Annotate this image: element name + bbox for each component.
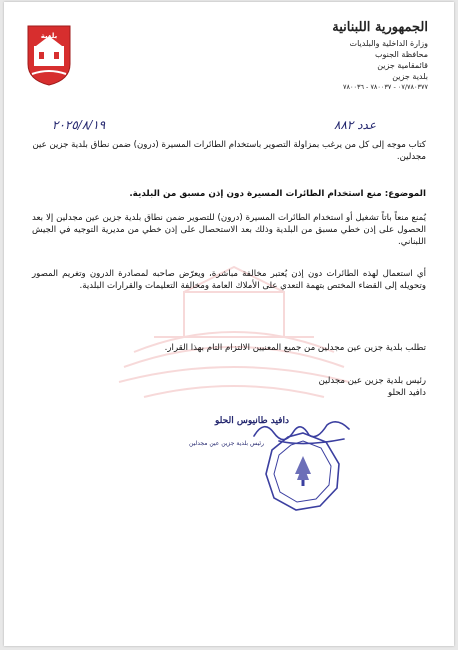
logo-text: بلدية جزين	[39, 32, 59, 48]
letterhead	[278, 20, 428, 93]
ministry-line: وزارة الداخلية والبلديات	[349, 39, 428, 48]
body-paragraph-3: تطلب بلدية جزين عين مجدلين من جميع المعنيين الالتزام التام بهذا القرار.	[164, 343, 426, 353]
governorate-line: محافظة الجنوب	[374, 50, 428, 59]
district-line: قائمقامية جزين	[377, 61, 428, 70]
signoff-block	[32, 375, 426, 399]
intro-paragraph: كتاب موجه إلى كل من يرغب بمزاولة التصوير باستخدام الطائرات المسيرة (درون) ضمن نطاق بلدية جزين عين مجدلين.	[32, 140, 426, 162]
signoff-name: دافيد الحلو	[388, 388, 426, 398]
municipality-line: بلدية جزين	[392, 72, 428, 81]
reference-date: ٢٠٢٥/٨/١٩	[52, 118, 106, 132]
republic-title: الجمهورية اللبنانية	[332, 20, 428, 35]
subject-line: الموضوع: منع استخدام الطائرات المسيرة دون إذن مسبق من البلدية.	[129, 189, 426, 199]
body-paragraph-2: أي استعمال لهذه الطائرات دون إذن يُعتبر مخالفة مباشرة، ويعرّض صاحبه لمصادرة الدرون وتغريم المصور وتحويله إلى القضاء المختص بتهمة التعدي على الأملاك العامة ومخالفة التعليمات والقرارات البلدية.	[32, 269, 426, 291]
signoff-title: رئيس بلدية جزين عين مجدلين	[318, 376, 426, 386]
body-paragraph-1: يُمنع منعاً باتاً تشغيل أو استخدام الطائرات المسيرة (درون) للتصوير ضمن نطاق بلدية جزين عين مجدلين إلا بعد الحصول على إذن خطي مسبق من البلدية وذلك بعد الاستحصال على إذن خطي من مديرية التوجيه في الجيش اللبناني.	[32, 213, 426, 247]
reference-number: عدد ٨٨٢	[334, 118, 376, 132]
stamped-title: رئيس بلدية جزين عين مجدلين	[188, 440, 264, 447]
official-stamp	[262, 430, 344, 512]
letter-page	[4, 2, 454, 646]
stamped-name: دافيد طانيوس الحلو	[215, 416, 289, 426]
phone-numbers: ٠٧/٧٨٠٣٧٧ - ٧٨٠٠٣٧ - ٧٨٠٠٣٦	[343, 83, 428, 91]
